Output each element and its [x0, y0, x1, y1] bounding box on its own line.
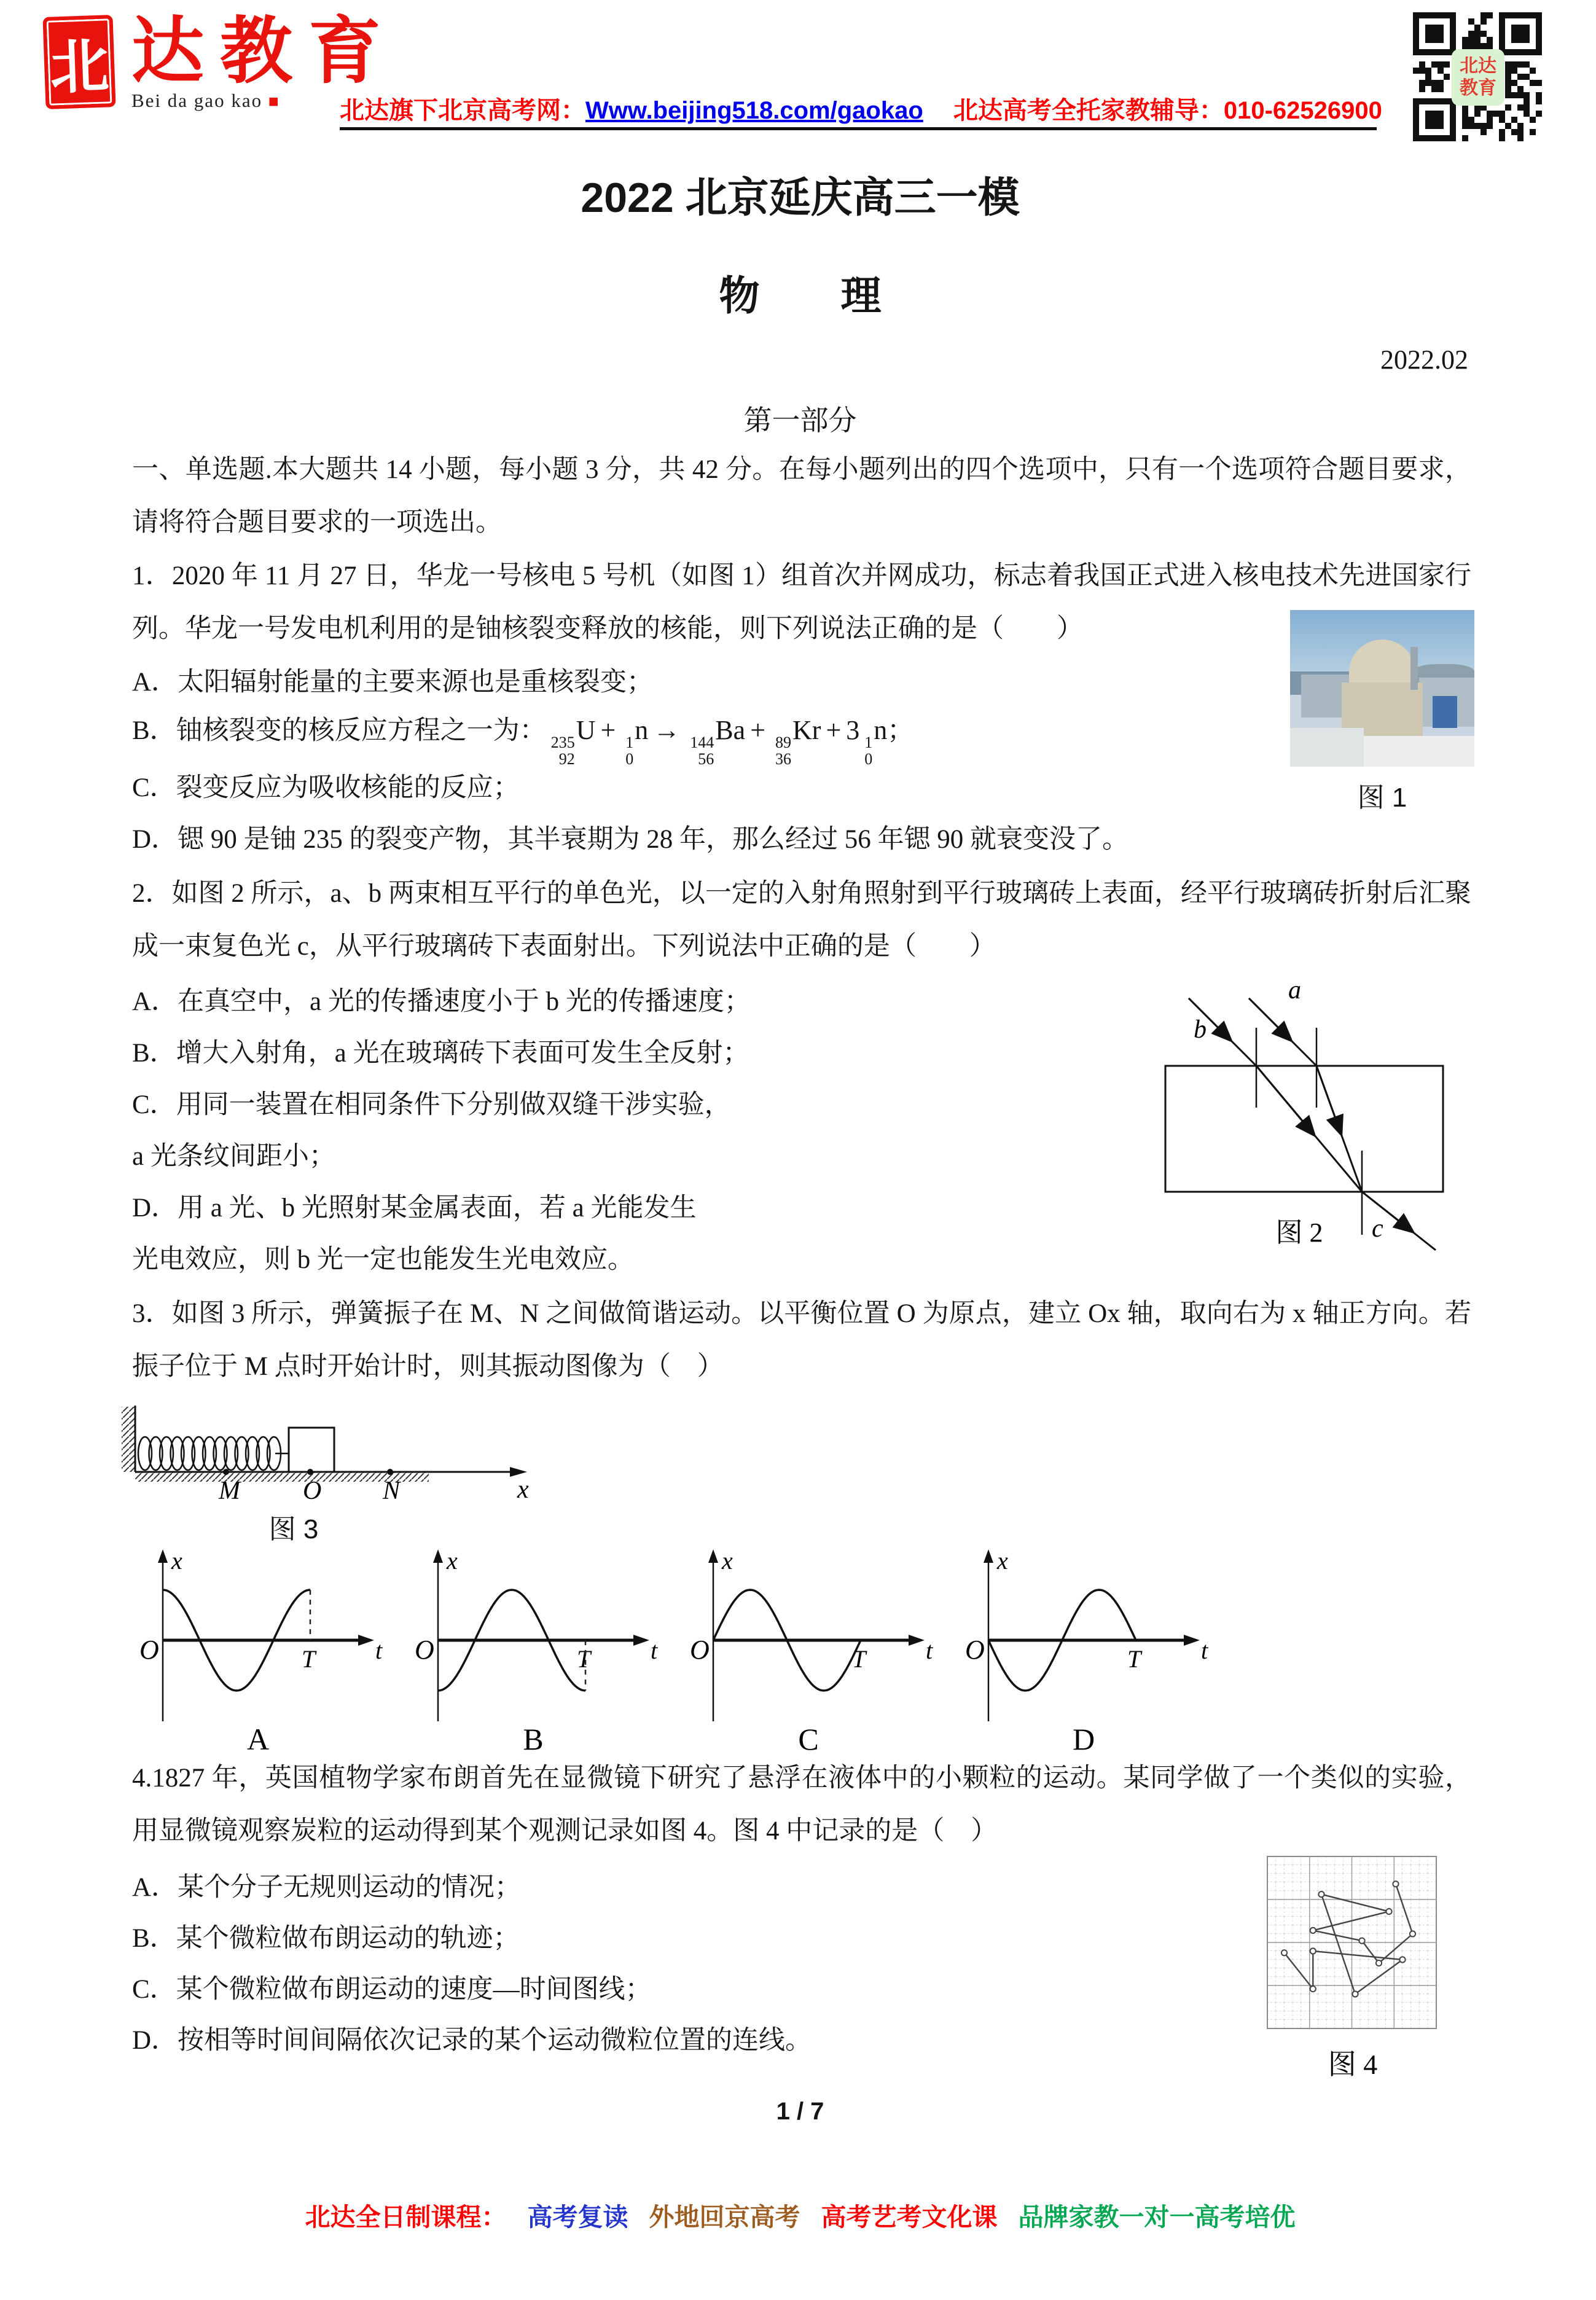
- q4-option-c: C．某个微粒做布朗运动的速度—时间图线；: [132, 1975, 652, 2004]
- graph-option-b: [401, 1542, 665, 1754]
- t-arrow-icon: [358, 1635, 374, 1646]
- graph-option-d: [952, 1542, 1216, 1754]
- period-label: T: [1127, 1645, 1141, 1673]
- point-N-label: N: [383, 1477, 401, 1504]
- figure-1-caption: 图 1: [1357, 783, 1407, 813]
- period-label: T: [577, 1645, 591, 1673]
- logo-brand-text: 达教育: [131, 12, 397, 92]
- wall-hatch: [122, 1407, 135, 1472]
- q2-option-c-line2: a 光条纹间距小；: [132, 1142, 335, 1171]
- footer-segment-2: 外地回京高考: [649, 2203, 800, 2231]
- axis-x-label: x: [447, 1547, 458, 1574]
- figure-2: [1158, 966, 1453, 1258]
- option-letter: B: [523, 1722, 544, 1754]
- reaction-arrow: →: [653, 715, 681, 745]
- y-arrow-icon: [984, 1549, 993, 1563]
- figure-4-caption: 图 4: [1328, 2049, 1378, 2080]
- origin-label: O: [415, 1635, 434, 1665]
- origin-label: O: [690, 1635, 710, 1665]
- ray-a-arrow: [1249, 998, 1289, 1039]
- footer-segment-3: 高考艺考文化课: [821, 2203, 998, 2231]
- nuclide-n2: 1 0 n: [864, 715, 888, 768]
- y-arrow-icon: [708, 1549, 718, 1563]
- point-N-dot: [387, 1469, 393, 1475]
- y-arrow-icon: [158, 1549, 168, 1563]
- figure-2-caption: 图 2: [1275, 1218, 1323, 1248]
- header-contact-line: [340, 91, 1382, 126]
- spring-oscillator-diagram: [117, 1399, 534, 1504]
- axis-x-label: x: [171, 1547, 182, 1574]
- axis-t-label: t: [926, 1637, 933, 1664]
- point-O-dot: [307, 1469, 313, 1475]
- point-M-dot: [223, 1469, 229, 1475]
- footer-segment-1: 高考复读: [527, 2203, 628, 2231]
- ray-a-label: a: [1288, 976, 1301, 1004]
- tutor-label: 北达高考全托家教辅导：: [953, 97, 1224, 124]
- question-2-stem: 2．如图 2 所示，a、b 两束相互平行的单色光，以一定的入射角照射到平行玻璃砖上表面，经平行玻璃砖折射后汇聚成一束复色光 c，从平行玻璃砖下表面射出。下列说法中正确的是（ ）: [132, 879, 1471, 961]
- axis-t-label: t: [651, 1637, 658, 1664]
- ray-c-label: c: [1372, 1215, 1383, 1243]
- q2-option-d-line2: 光电效应，则 b 光一定也能发生光电效应。: [132, 1245, 634, 1274]
- q1-option-b-text: B．铀核裂变的核反应方程之一为：: [132, 716, 546, 745]
- q1-option-a: A．太阳辐射能量的主要来源也是重核裂变；: [132, 668, 654, 697]
- neutron-coefficient: 3: [846, 715, 860, 745]
- figure-3-caption: 图 3: [268, 1514, 319, 1544]
- figure-1: [1290, 610, 1474, 815]
- origin-label: O: [139, 1635, 159, 1665]
- graph-option-c: [676, 1542, 941, 1754]
- q2-option-b: B．增大入射角，a 光在玻璃砖下表面可发生全反射；: [132, 1039, 749, 1068]
- t-arrow-icon: [633, 1635, 649, 1646]
- option-letter: A: [246, 1722, 270, 1754]
- axis-t-label: t: [1201, 1637, 1208, 1664]
- qr-badge-line1: 北达: [1460, 56, 1496, 76]
- nuclide-kr89: 89 36 Kr: [775, 715, 821, 768]
- nuclear-plant-photo: [1290, 610, 1474, 767]
- nuclide-u235: 235 92 U: [550, 715, 596, 768]
- q4-option-d: D．按相等时间间隔依次记录的某个运动微粒位置的连线。: [132, 2026, 812, 2055]
- q4-option-a: A．某个分子无规则运动的情况；: [132, 1873, 522, 1902]
- glass-brick-diagram: [1165, 998, 1443, 1250]
- qr-code: [1413, 12, 1543, 143]
- question-1-stem: 1．2020 年 11 月 27 日，华龙一号核电 5 号机（如图 1）组首次并网成功，标志着我国正式进入核电技术先进国家行列。华龙一号发电机利用的是铀核裂变释放的核能，则下列说法正确的是（ ）: [132, 561, 1471, 643]
- figure-4: [1264, 1854, 1442, 2081]
- qr-badge-line2: 教育: [1460, 78, 1496, 98]
- nuclide-n: 1 0 n: [625, 715, 649, 768]
- q3-answer-graphs: [126, 1542, 1216, 1754]
- axis-x-label: x: [722, 1547, 733, 1574]
- question-3-stem: 3．如图 3 所示，弹簧振子在 M、N 之间做简谐运动。以平衡位置 O 为原点，建立 Ox 轴，取向右为 x 轴正方向。若振子位于 M 点时开始计时，则其振动图像为（ ）: [132, 1299, 1471, 1381]
- footer-segment-0: 北达全日制课程：: [305, 2203, 507, 2231]
- y-arrow-icon: [433, 1549, 443, 1563]
- period-label: T: [852, 1645, 866, 1673]
- t-arrow-icon: [909, 1635, 925, 1646]
- site-label: 北达旗下北京高考网：: [340, 97, 585, 124]
- logo-tagline-square-icon: ■: [268, 92, 280, 111]
- section-heading: 第一部分: [743, 405, 857, 436]
- site-url-link[interactable]: Www.beijing518.com/gaokao: [585, 97, 923, 124]
- brownian-grid: [1267, 1856, 1436, 2028]
- ray-b-label: b: [1194, 1015, 1207, 1044]
- q2-option-c: C．用同一装置在相同条件下分别做双缝干涉实验，: [132, 1090, 731, 1119]
- origin-label: O: [965, 1635, 985, 1665]
- q1-option-c: C．裂变反应为吸收核能的反应；: [132, 773, 520, 802]
- header-divider: [340, 127, 1377, 130]
- oscillator-block: [289, 1428, 334, 1472]
- instructions: 一、单选题.本大题共 14 小题，每小题 3 分，共 42 分。在每小题列出的四个选项中，只有一个选项符合题目要求，请将符合题目要求的一项选出。: [132, 455, 1471, 537]
- point-O-label: O: [303, 1477, 322, 1504]
- footer-courses-line: [132, 2197, 1468, 2233]
- logo-tagline-text: Bei da gao kao: [131, 90, 263, 111]
- period-label: T: [302, 1645, 316, 1673]
- nuclide-ba144: 144 56 Ba: [690, 715, 746, 768]
- page-number: 1 / 7: [776, 2098, 824, 2125]
- x-axis-label: x: [517, 1476, 529, 1504]
- ray-b-inside-arrow: [1256, 1066, 1313, 1133]
- photo-chimney: [1410, 647, 1418, 690]
- option-letter: D: [1072, 1722, 1095, 1754]
- q1-option-b: B．铀核裂变的核反应方程之一为： 235 92 U + 1 0 n → 144 56 Ba + 89 36 Kr + 3 1 0 n；: [132, 715, 914, 768]
- logo-seal-icon: 北: [42, 15, 115, 109]
- photo-foreground-right: [1364, 736, 1474, 767]
- q4-option-b: B．某个微粒做布朗运动的轨迹；: [132, 1924, 520, 1953]
- figure-3: [117, 1399, 534, 1546]
- footer-segment-4: 品牌家教一对一高考培优: [1018, 2203, 1296, 2231]
- option-letter: C: [798, 1722, 819, 1754]
- exam-date: 2022.02: [1380, 345, 1468, 375]
- q2-option-d: D．用 a 光、b 光照射某金属表面，若 a 光能发生: [132, 1194, 697, 1222]
- ray-a-inside-arrow: [1316, 1066, 1340, 1132]
- subject-title: 物 理: [719, 273, 882, 318]
- page-title: 2022 北京延庆高三一模: [581, 174, 1020, 221]
- q2-option-a: A．在真空中，a 光的传播速度小于 b 光的传播速度；: [132, 987, 751, 1016]
- photo-blue-equipment: [1433, 696, 1457, 728]
- graph-option-a: [126, 1542, 390, 1754]
- axis-x-label: x: [997, 1547, 1008, 1574]
- glass-brick: [1165, 1066, 1443, 1192]
- phone-number: 010-62526900: [1223, 97, 1382, 124]
- photo-foreground-left: [1290, 728, 1364, 767]
- qr-center-badge: [1452, 49, 1504, 106]
- spring-coil: [138, 1437, 281, 1470]
- question-4-stem: 4.1827 年，英国植物学家布朗首先在显微镜下研究了悬浮在液体中的小颗粒的运动。某同学做了一个类似的实验，用显微镜观察炭粒的运动得到某个观测记录如图 4。图 4 中记录的是（ ）: [132, 1764, 1471, 1845]
- point-M-label: M: [219, 1477, 240, 1504]
- axis-t-label: t: [375, 1637, 383, 1664]
- t-arrow-icon: [1184, 1635, 1200, 1646]
- q1-option-d: D．锶 90 是铀 235 的裂变产物，其半衰期为 28 年，那么经过 56 年锶 90 就衰变没了。: [132, 825, 1129, 854]
- ray-c-arrow: [1362, 1192, 1411, 1230]
